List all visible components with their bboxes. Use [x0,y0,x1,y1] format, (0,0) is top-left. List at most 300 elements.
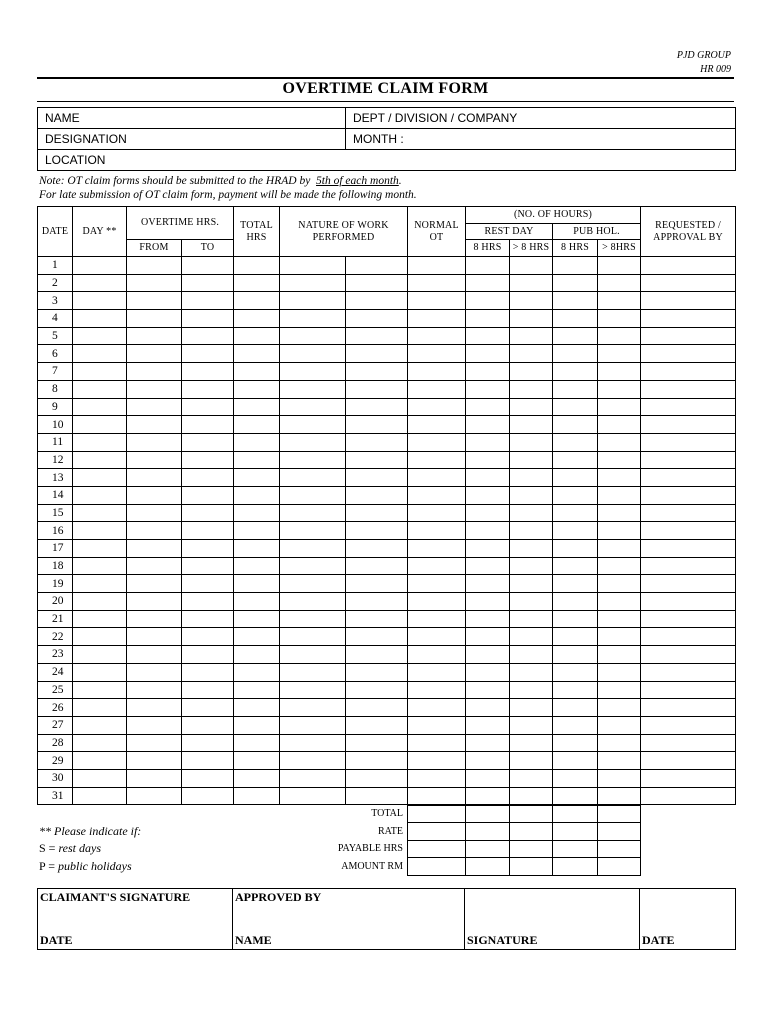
entry-cell[interactable] [641,557,736,575]
claimant-signature-box[interactable] [38,889,233,950]
entry-cell[interactable] [408,610,466,628]
entry-cell[interactable] [127,257,182,275]
total-cell[interactable] [598,806,641,823]
entry-cell[interactable] [280,663,346,681]
entry-cell[interactable] [280,363,346,381]
entry-cell[interactable] [466,540,510,558]
entry-cell[interactable] [641,363,736,381]
entry-cell[interactable] [234,451,280,469]
entry-cell[interactable] [234,769,280,787]
entry-cell[interactable] [234,575,280,593]
entry-cell[interactable] [127,752,182,770]
amount-cell[interactable] [553,858,598,875]
entry-cell[interactable] [127,504,182,522]
entry-cell[interactable] [182,593,234,611]
entry-cell[interactable] [73,398,127,416]
entry-cell[interactable] [127,310,182,328]
entry-cell[interactable] [234,416,280,434]
entry-cell[interactable] [641,540,736,558]
entry-cell[interactable] [641,716,736,734]
entry-cell[interactable] [408,628,466,646]
entry-cell[interactable] [280,274,346,292]
entry-cell[interactable] [234,398,280,416]
entry-cell[interactable] [280,593,346,611]
entry-cell[interactable] [182,486,234,504]
entry-cell[interactable] [598,575,641,593]
entry-cell[interactable] [73,522,127,540]
entry-cell[interactable] [346,522,408,540]
entry-cell[interactable] [127,345,182,363]
entry-cell[interactable] [346,557,408,575]
entry-cell[interactable] [127,522,182,540]
entry-cell[interactable] [641,646,736,664]
entry-cell[interactable] [641,787,736,805]
location-field[interactable]: LOCATION [38,150,736,171]
entry-cell[interactable] [127,398,182,416]
entry-cell[interactable] [408,486,466,504]
entry-cell[interactable] [408,540,466,558]
amount-cell[interactable] [408,858,466,875]
entry-cell[interactable] [408,734,466,752]
entry-cell[interactable] [408,699,466,717]
entry-cell[interactable] [280,327,346,345]
entry-cell[interactable] [510,451,553,469]
entry-cell[interactable] [408,469,466,487]
entry-cell[interactable] [553,257,598,275]
entry-cell[interactable] [466,593,510,611]
entry-cell[interactable] [182,504,234,522]
entry-cell[interactable] [408,681,466,699]
entry-cell[interactable] [280,734,346,752]
entry-cell[interactable] [598,593,641,611]
entry-cell[interactable] [182,681,234,699]
entry-cell[interactable] [641,257,736,275]
entry-cell[interactable] [553,593,598,611]
entry-cell[interactable] [346,257,408,275]
entry-cell[interactable] [641,292,736,310]
entry-cell[interactable] [598,752,641,770]
rate-cell[interactable] [510,823,553,840]
entry-cell[interactable] [553,557,598,575]
entry-cell[interactable] [346,663,408,681]
entry-cell[interactable] [346,416,408,434]
name-field[interactable]: NAME [38,108,346,129]
entry-cell[interactable] [280,486,346,504]
entry-cell[interactable] [127,663,182,681]
entry-cell[interactable] [127,486,182,504]
entry-cell[interactable] [234,433,280,451]
entry-cell[interactable] [510,540,553,558]
entry-cell[interactable] [234,504,280,522]
entry-cell[interactable] [466,451,510,469]
entry-cell[interactable] [598,257,641,275]
entry-cell[interactable] [408,575,466,593]
entry-cell[interactable] [641,504,736,522]
entry-cell[interactable] [182,663,234,681]
entry-cell[interactable] [408,416,466,434]
entry-cell[interactable] [408,363,466,381]
entry-cell[interactable] [553,451,598,469]
entry-cell[interactable] [598,345,641,363]
entry-cell[interactable] [510,593,553,611]
entry-cell[interactable] [127,699,182,717]
entry-cell[interactable] [510,380,553,398]
entry-cell[interactable] [234,257,280,275]
total-cell[interactable] [553,806,598,823]
entry-cell[interactable] [510,292,553,310]
entry-cell[interactable] [73,274,127,292]
entry-cell[interactable] [73,486,127,504]
entry-cell[interactable] [510,345,553,363]
entry-cell[interactable] [466,257,510,275]
entry-cell[interactable] [510,681,553,699]
entry-cell[interactable] [641,469,736,487]
entry-cell[interactable] [598,681,641,699]
entry-cell[interactable] [234,734,280,752]
entry-cell[interactable] [510,257,553,275]
entry-cell[interactable] [598,522,641,540]
entry-cell[interactable] [641,345,736,363]
entry-cell[interactable] [127,540,182,558]
entry-cell[interactable] [234,681,280,699]
entry-cell[interactable] [280,646,346,664]
entry-cell[interactable] [510,575,553,593]
entry-cell[interactable] [234,593,280,611]
entry-cell[interactable] [408,522,466,540]
entry-cell[interactable] [466,433,510,451]
entry-cell[interactable] [553,575,598,593]
entry-cell[interactable] [466,646,510,664]
amount-cell[interactable] [598,858,641,875]
entry-cell[interactable] [598,327,641,345]
entry-cell[interactable] [510,504,553,522]
entry-cell[interactable] [182,540,234,558]
entry-cell[interactable] [127,628,182,646]
entry-cell[interactable] [408,380,466,398]
entry-cell[interactable] [598,769,641,787]
entry-cell[interactable] [182,610,234,628]
entry-cell[interactable] [346,628,408,646]
entry-cell[interactable] [73,663,127,681]
entry-cell[interactable] [127,380,182,398]
entry-cell[interactable] [280,716,346,734]
entry-cell[interactable] [182,716,234,734]
entry-cell[interactable] [127,787,182,805]
entry-cell[interactable] [466,716,510,734]
entry-cell[interactable] [553,398,598,416]
entry-cell[interactable] [127,363,182,381]
entry-cell[interactable] [182,752,234,770]
entry-cell[interactable] [234,274,280,292]
entry-cell[interactable] [466,274,510,292]
entry-cell[interactable] [280,769,346,787]
entry-cell[interactable] [280,433,346,451]
entry-cell[interactable] [346,593,408,611]
entry-cell[interactable] [553,716,598,734]
entry-cell[interactable] [182,787,234,805]
entry-cell[interactable] [127,575,182,593]
entry-cell[interactable] [510,433,553,451]
entry-cell[interactable] [73,345,127,363]
entry-cell[interactable] [510,716,553,734]
entry-cell[interactable] [598,416,641,434]
entry-cell[interactable] [182,416,234,434]
entry-cell[interactable] [466,416,510,434]
entry-cell[interactable] [553,274,598,292]
entry-cell[interactable] [346,681,408,699]
entry-cell[interactable] [553,345,598,363]
entry-cell[interactable] [346,610,408,628]
entry-cell[interactable] [346,469,408,487]
entry-cell[interactable] [553,610,598,628]
entry-cell[interactable] [641,274,736,292]
entry-cell[interactable] [553,628,598,646]
entry-cell[interactable] [127,327,182,345]
entry-cell[interactable] [641,451,736,469]
entry-cell[interactable] [598,646,641,664]
entry-cell[interactable] [73,433,127,451]
entry-cell[interactable] [641,769,736,787]
entry-cell[interactable] [510,787,553,805]
entry-cell[interactable] [73,787,127,805]
entry-cell[interactable] [346,752,408,770]
entry-cell[interactable] [466,469,510,487]
entry-cell[interactable] [234,628,280,646]
month-field[interactable]: MONTH : [346,129,736,150]
entry-cell[interactable] [641,486,736,504]
entry-cell[interactable] [510,628,553,646]
entry-cell[interactable] [280,310,346,328]
entry-cell[interactable] [466,734,510,752]
entry-cell[interactable] [73,540,127,558]
payable-cell[interactable] [553,840,598,857]
entry-cell[interactable] [234,310,280,328]
entry-cell[interactable] [553,734,598,752]
approved-by-box[interactable] [233,889,465,950]
entry-cell[interactable] [127,646,182,664]
entry-cell[interactable] [466,699,510,717]
entry-cell[interactable] [553,522,598,540]
payable-cell[interactable] [510,840,553,857]
entry-cell[interactable] [598,310,641,328]
entry-cell[interactable] [408,663,466,681]
entry-cell[interactable] [408,433,466,451]
entry-cell[interactable] [182,557,234,575]
entry-cell[interactable] [598,787,641,805]
entry-cell[interactable] [182,734,234,752]
designation-field[interactable]: DESIGNATION [38,129,346,150]
entry-cell[interactable] [127,610,182,628]
entry-cell[interactable] [73,575,127,593]
entry-cell[interactable] [127,716,182,734]
entry-cell[interactable] [234,646,280,664]
entry-cell[interactable] [598,274,641,292]
entry-cell[interactable] [466,769,510,787]
entry-cell[interactable] [510,398,553,416]
entry-cell[interactable] [510,363,553,381]
entry-cell[interactable] [510,699,553,717]
entry-cell[interactable] [346,398,408,416]
entry-cell[interactable] [73,734,127,752]
total-cell[interactable] [510,806,553,823]
entry-cell[interactable] [127,274,182,292]
entry-cell[interactable] [553,380,598,398]
entry-cell[interactable] [73,469,127,487]
entry-cell[interactable] [408,310,466,328]
entry-cell[interactable] [280,416,346,434]
entry-cell[interactable] [280,469,346,487]
entry-cell[interactable] [73,363,127,381]
entry-cell[interactable] [641,416,736,434]
entry-cell[interactable] [553,363,598,381]
entry-cell[interactable] [73,610,127,628]
entry-cell[interactable] [346,504,408,522]
entry-cell[interactable] [510,310,553,328]
entry-cell[interactable] [346,787,408,805]
amount-cell[interactable] [510,858,553,875]
entry-cell[interactable] [510,734,553,752]
entry-cell[interactable] [466,486,510,504]
entry-cell[interactable] [408,327,466,345]
entry-cell[interactable] [466,787,510,805]
entry-cell[interactable] [182,257,234,275]
entry-cell[interactable] [408,451,466,469]
entry-cell[interactable] [408,257,466,275]
entry-cell[interactable] [598,734,641,752]
entry-cell[interactable] [127,416,182,434]
entry-cell[interactable] [553,469,598,487]
entry-cell[interactable] [641,663,736,681]
entry-cell[interactable] [598,610,641,628]
entry-cell[interactable] [466,345,510,363]
entry-cell[interactable] [346,345,408,363]
entry-cell[interactable] [510,769,553,787]
entry-cell[interactable] [408,345,466,363]
entry-cell[interactable] [182,327,234,345]
entry-cell[interactable] [408,504,466,522]
entry-cell[interactable] [598,699,641,717]
entry-cell[interactable] [280,292,346,310]
entry-cell[interactable] [280,522,346,540]
entry-cell[interactable] [73,681,127,699]
entry-cell[interactable] [280,628,346,646]
entry-cell[interactable] [408,787,466,805]
entry-cell[interactable] [553,486,598,504]
entry-cell[interactable] [466,752,510,770]
entry-cell[interactable] [234,540,280,558]
entry-cell[interactable] [408,274,466,292]
entry-cell[interactable] [346,274,408,292]
entry-cell[interactable] [73,593,127,611]
entry-cell[interactable] [182,699,234,717]
entry-cell[interactable] [346,292,408,310]
entry-cell[interactable] [234,663,280,681]
entry-cell[interactable] [127,681,182,699]
entry-cell[interactable] [510,486,553,504]
entry-cell[interactable] [598,363,641,381]
entry-cell[interactable] [127,292,182,310]
entry-cell[interactable] [182,274,234,292]
entry-cell[interactable] [127,451,182,469]
entry-cell[interactable] [73,416,127,434]
entry-cell[interactable] [73,769,127,787]
total-cell[interactable] [466,806,510,823]
entry-cell[interactable] [73,380,127,398]
entry-cell[interactable] [641,610,736,628]
entry-cell[interactable] [641,593,736,611]
entry-cell[interactable] [553,310,598,328]
entry-cell[interactable] [234,522,280,540]
entry-cell[interactable] [598,628,641,646]
approver-date-box[interactable] [640,889,736,950]
entry-cell[interactable] [598,469,641,487]
entry-cell[interactable] [466,292,510,310]
entry-cell[interactable] [234,292,280,310]
entry-cell[interactable] [182,469,234,487]
entry-cell[interactable] [553,769,598,787]
entry-cell[interactable] [466,504,510,522]
entry-cell[interactable] [553,504,598,522]
entry-cell[interactable] [127,557,182,575]
total-cell[interactable] [408,806,466,823]
entry-cell[interactable] [73,292,127,310]
entry-cell[interactable] [466,380,510,398]
entry-cell[interactable] [234,327,280,345]
entry-cell[interactable] [466,363,510,381]
entry-cell[interactable] [346,433,408,451]
entry-cell[interactable] [641,310,736,328]
entry-cell[interactable] [346,769,408,787]
entry-cell[interactable] [280,451,346,469]
rate-cell[interactable] [408,823,466,840]
entry-cell[interactable] [553,752,598,770]
entry-cell[interactable] [182,398,234,416]
entry-cell[interactable] [234,699,280,717]
entry-cell[interactable] [280,699,346,717]
entry-cell[interactable] [182,292,234,310]
entry-cell[interactable] [598,451,641,469]
entry-cell[interactable] [73,504,127,522]
entry-cell[interactable] [553,646,598,664]
entry-cell[interactable] [280,610,346,628]
entry-cell[interactable] [234,610,280,628]
entry-cell[interactable] [234,363,280,381]
entry-cell[interactable] [641,327,736,345]
entry-cell[interactable] [510,663,553,681]
entry-cell[interactable] [408,752,466,770]
entry-cell[interactable] [73,752,127,770]
entry-cell[interactable] [280,345,346,363]
entry-cell[interactable] [466,628,510,646]
entry-cell[interactable] [346,646,408,664]
entry-cell[interactable] [280,380,346,398]
entry-cell[interactable] [641,433,736,451]
entry-cell[interactable] [182,575,234,593]
entry-cell[interactable] [346,734,408,752]
amount-cell[interactable] [466,858,510,875]
entry-cell[interactable] [598,663,641,681]
entry-cell[interactable] [408,398,466,416]
entry-cell[interactable] [280,752,346,770]
entry-cell[interactable] [346,540,408,558]
rate-cell[interactable] [553,823,598,840]
entry-cell[interactable] [408,769,466,787]
entry-cell[interactable] [182,646,234,664]
entry-cell[interactable] [182,363,234,381]
entry-cell[interactable] [598,433,641,451]
entry-cell[interactable] [346,451,408,469]
entry-cell[interactable] [408,716,466,734]
